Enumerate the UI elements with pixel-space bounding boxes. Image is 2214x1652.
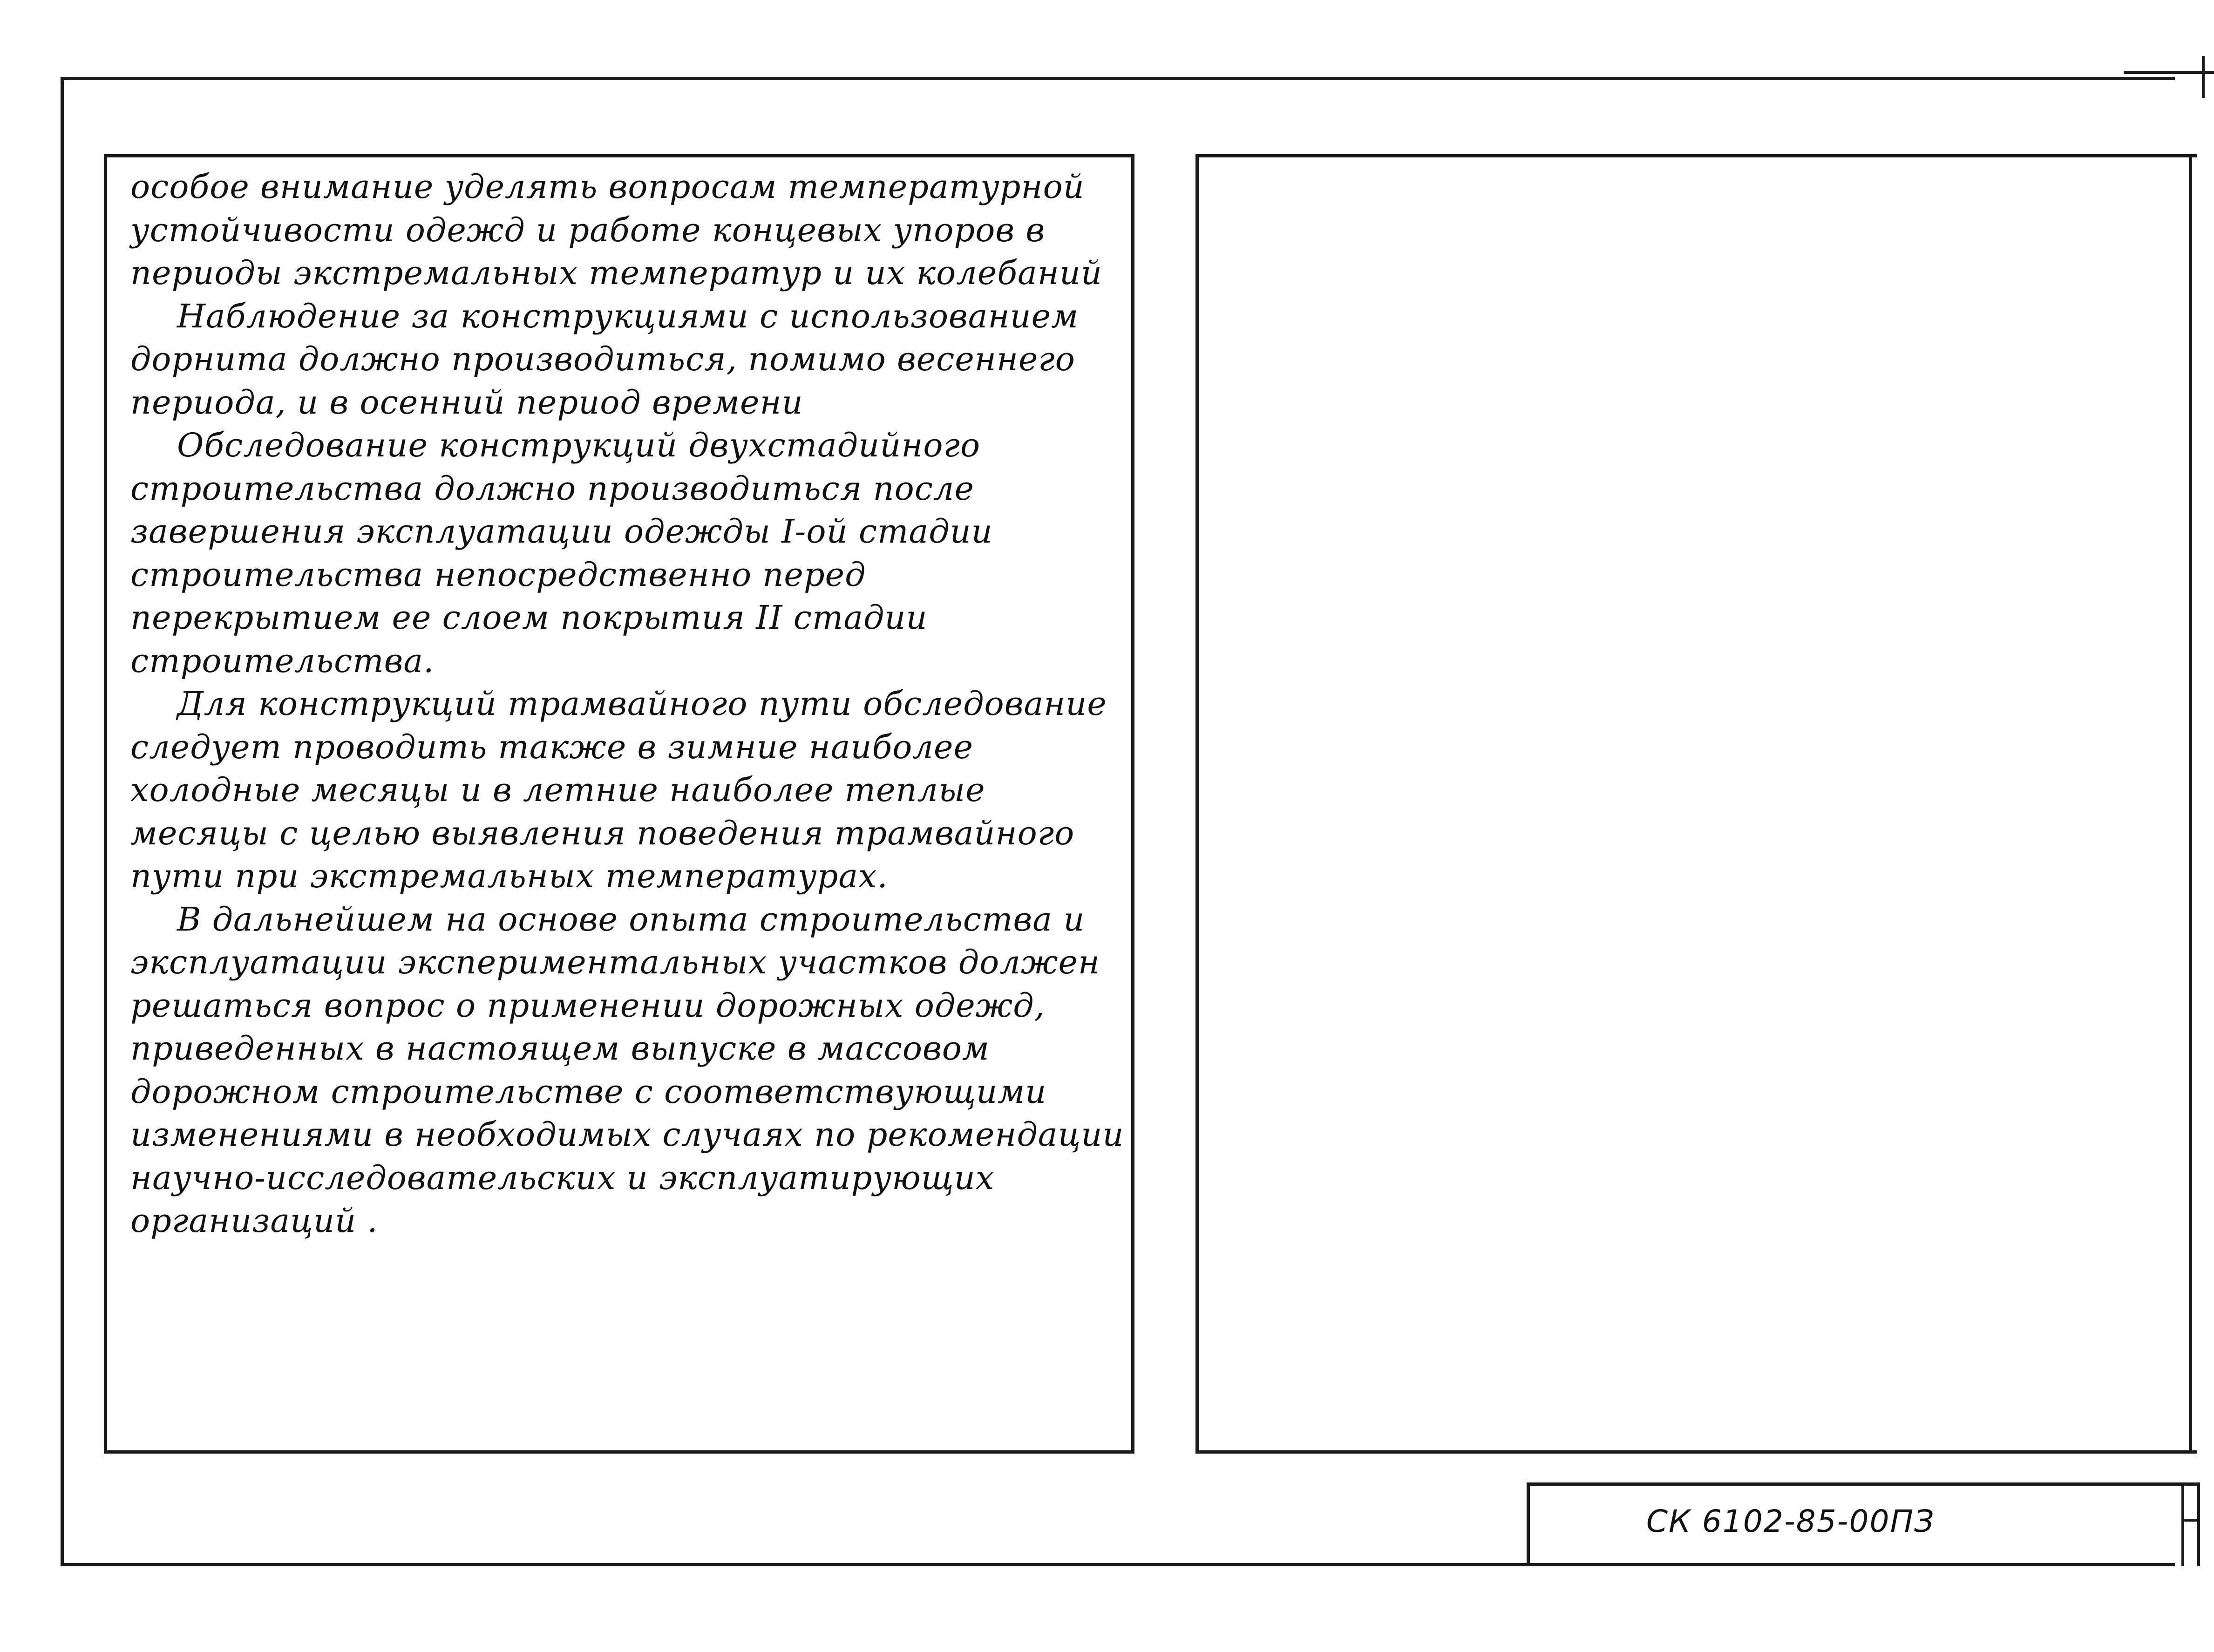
sheet-number-divider	[2181, 1519, 2200, 1522]
paragraph-2: Наблюдение за конструкциями с использованием дорнита должно производиться, помимо весеннего периода, и в осенний период времени	[130, 297, 1079, 421]
blank-panel-right-edge	[2189, 154, 2192, 1454]
explanatory-note-text	[130, 165, 1127, 1243]
blank-panel-frame	[1195, 154, 2197, 1454]
corner-tick-mark	[2202, 56, 2205, 98]
paragraph-1: особое внимание уделять вопросам температурной устойчивости одежд и работе концевых упоров в периоды экстремальных температур и их колебаний	[130, 168, 1103, 292]
paragraph-5: В дальнейшем на основе опыта строительства и эксплуатации экспериментальных участков должен решаться вопрос о применении дорожных одежд, приведенных в настоящем выпуске в массовом дорожном строительстве с соответствующими изменениями в необходимых случаях по рекомендации научно-исследовательских и эксплуатирующих организаций .	[130, 900, 1124, 1240]
sheet-number-cell	[2181, 1482, 2200, 1566]
top-border-extension	[2124, 71, 2214, 74]
paragraph-3: Обследование конструкций двухстадийного строительства должно производиться после завершения эксплуатации одежды I-ой стадии строительства непосредственно перед перекрытием ее слоем покрытия II стадии строительства.	[130, 426, 993, 680]
document-code: СК 6102-85-00ПЗ	[1646, 1503, 1935, 1539]
paragraph-4: Для конструкций трамвайного пути обследование следует проводить также в зимние наиболее холодные месяцы и в летние наиболее теплые месяцы с целью выявления поведения трамвайного пути при экстремальных температурах.	[130, 685, 1107, 895]
